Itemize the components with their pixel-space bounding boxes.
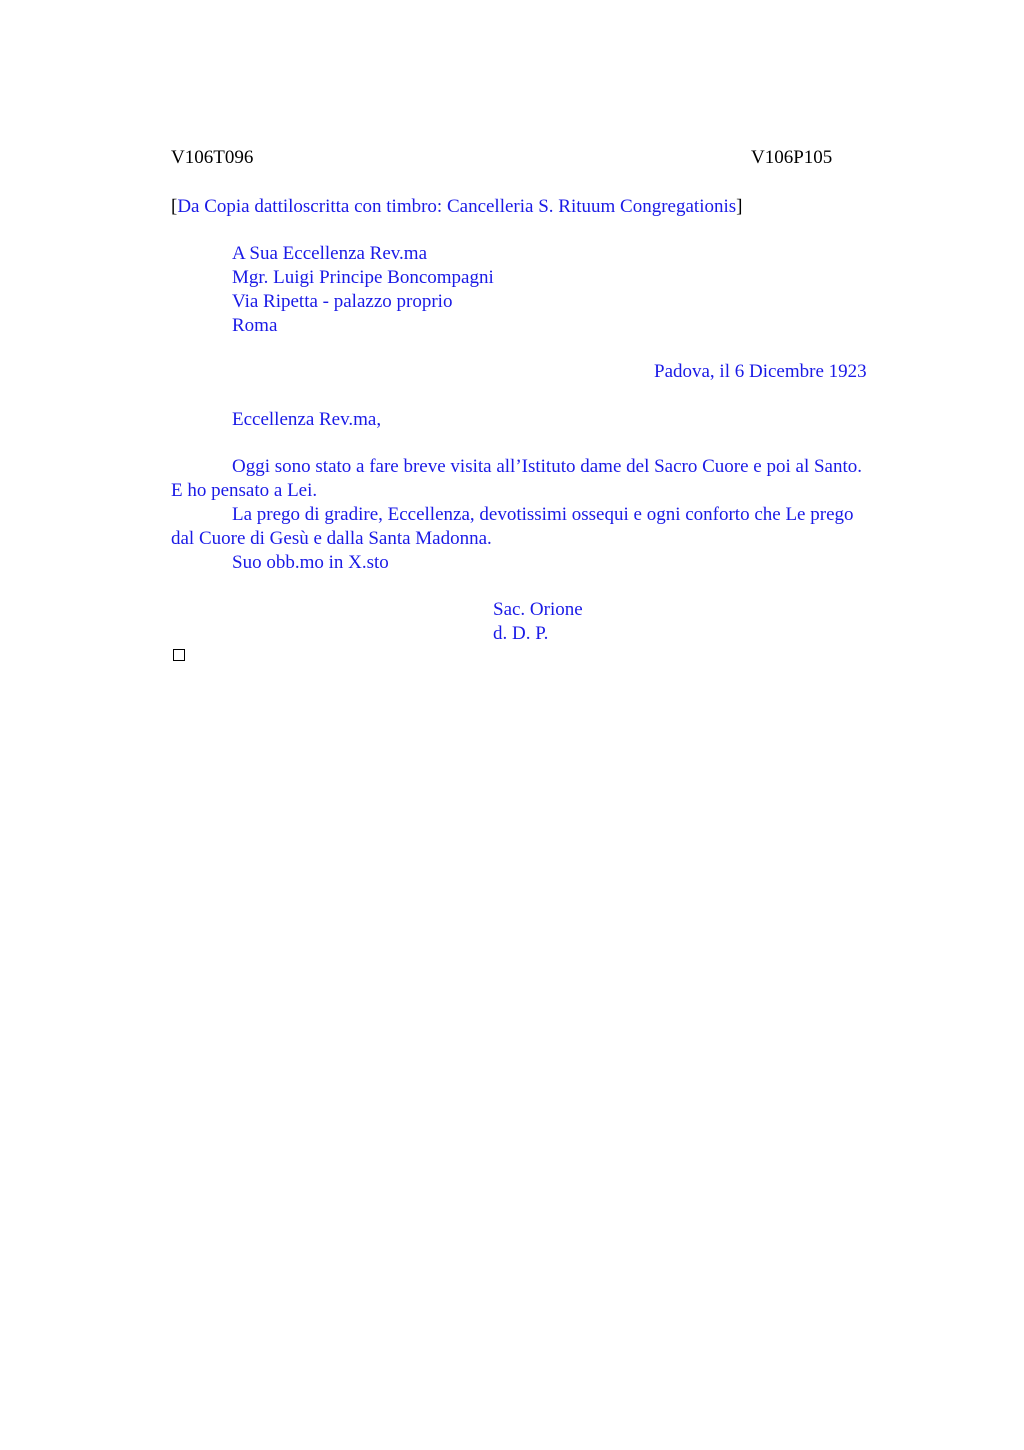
address-line-2: Mgr. Luigi Principe Boncompagni bbox=[232, 267, 494, 288]
body-paragraph-1-line-1: Oggi sono stato a fare breve visita all’Istituto dame del Sacro Cuore e poi al Santo. bbox=[232, 456, 862, 477]
salutation: Eccellenza Rev.ma, bbox=[232, 409, 382, 430]
signature-line-1: Sac. Orione bbox=[493, 599, 583, 620]
body-paragraph-2-line-1: La prego di gradire, Eccellenza, devotissimi ossequi e ogni conforto che Le prego bbox=[232, 504, 854, 525]
source-note-close-bracket: ] bbox=[736, 196, 743, 217]
source-note-open-bracket: [ bbox=[171, 196, 178, 217]
place-date: Padova, il 6 Dicembre 1923 bbox=[654, 361, 867, 382]
address-line-1: A Sua Eccellenza Rev.ma bbox=[232, 243, 428, 264]
closing-formula: Suo obb.mo in X.sto bbox=[232, 552, 389, 573]
source-note bbox=[171, 195, 742, 219]
document-code-right: V106P105 bbox=[751, 147, 833, 168]
address-block bbox=[232, 242, 494, 338]
document-code-left: V106T096 bbox=[171, 147, 254, 168]
body-paragraph-2-line-2: dal Cuore di Gesù e dalla Santa Madonna. bbox=[171, 528, 492, 549]
letter-body bbox=[171, 455, 931, 575]
signature-line-2: d. D. P. bbox=[493, 623, 549, 644]
end-marker-square-icon bbox=[173, 649, 185, 661]
body-paragraph-1-line-2: E ho pensato a Lei. bbox=[171, 480, 318, 501]
address-line-4: Roma bbox=[232, 315, 278, 336]
signature-block bbox=[493, 598, 583, 646]
address-line-3: Via Ripetta - palazzo proprio bbox=[232, 291, 453, 312]
source-note-text: Da Copia dattiloscritta con timbro: Cancelleria S. Rituum Congregationis bbox=[177, 196, 737, 217]
